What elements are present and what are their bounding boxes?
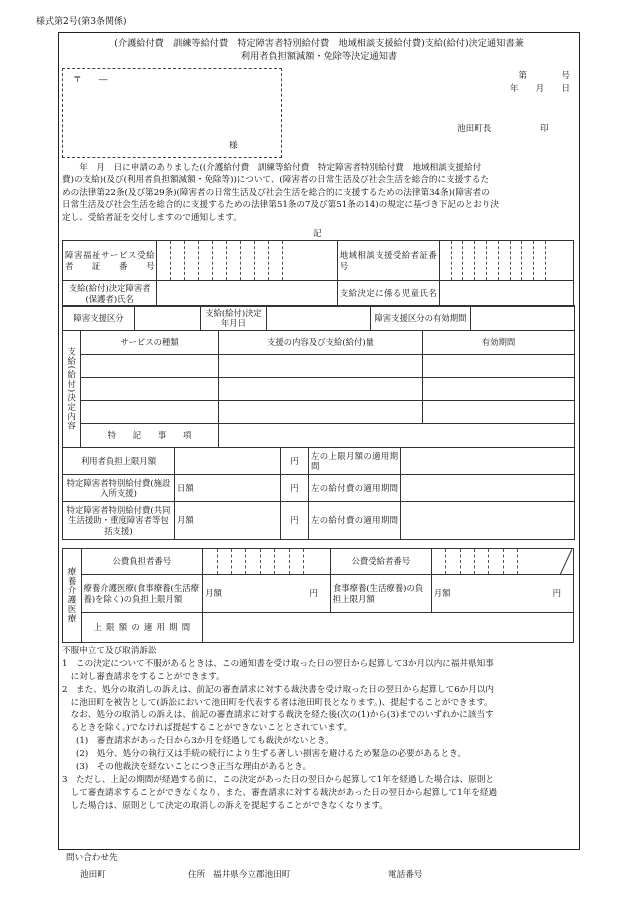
medical-care-label: 療養介護医療 [63,549,82,643]
intro-line: 日常生活及び社会生活を総合的に支援するための法律第51条の7及び第51条の14)の規定に基づき下記のとおり決 [62,200,499,211]
diagonal-slash-mark [518,549,572,575]
benefit-period-field[interactable] [401,502,575,540]
appeal-item: (1) 審査請求があった日から3か月を経過しても裁決がないとき。 [76,736,334,747]
issue-date: 年 月 日 [509,84,570,94]
validity-cell[interactable] [423,401,575,424]
yen-unit: 円 [281,475,309,502]
copay-table [62,447,575,540]
seal-mark: 印 [540,124,549,134]
svc-number-digit[interactable] [269,241,283,281]
intro-line: 定し、受給者証を交付しますので通知します。 [62,212,242,223]
consult-recipient-number-label: 地域相談支援受給者証番号 [337,241,439,281]
svc-number-digit[interactable] [157,241,171,281]
service-type-cell[interactable] [81,378,219,401]
appeal-heading: 不服申立て及び取消訴訟 [62,646,157,656]
copay-period-label: 左の上限月額の適用期間 [309,448,401,475]
guardian-name-label: 支給(給付)決定障害者(保護者)氏名 [63,281,157,307]
yen-unit: 円 [281,502,309,540]
appeal-line: 3 ただし、上記の期間が経過する前に、この決定があった日の翌日から起算して1年を経過した場合は、原則と [62,774,494,785]
payer-number-digit[interactable] [260,549,274,575]
support-content-cell[interactable] [219,401,423,424]
postal-mark: 〒 ― [73,75,108,85]
child-name-label: 支給決定に係る児童氏名 [337,281,439,307]
limit-period-field[interactable] [203,613,574,643]
special-notes-field[interactable] [219,424,575,448]
consult-number-digit[interactable] [439,241,451,281]
monthly-label: 月額 [177,515,194,526]
benefit-period-label: 左の給付費の適用期間 [309,502,401,540]
monthly-label: 月額 [205,588,222,599]
svc-number-digit[interactable] [255,241,269,281]
daily-label: 日額 [177,482,194,493]
payer-number-digit[interactable] [275,549,289,575]
consult-number-digit[interactable] [534,241,546,281]
intro-line: 年 月 日に申請のありました((介護給付費 訓練等給付費 特定障害者特別給付費 地域相談支援給付 [62,163,482,173]
contact-heading: 問い合わせ先 [66,853,118,863]
appeal-line: 2 また、処分の取消しの訴えは、前記の審査請求に対する裁決書を受け取った日の翌日から起算して6か月以内 [62,684,495,695]
svc-recipient-number-label: 障害福祉サービス受給者証番号 [63,241,157,281]
payer-number-digit[interactable] [203,549,217,575]
validity-cell[interactable] [423,378,575,401]
ki-mark: 記 [313,229,322,239]
copay-limit-label: 利用者負担上限月額 [63,448,175,475]
class-table [62,305,575,331]
appeal-line: に対し審査請求をすることができます。 [62,671,225,682]
consult-number-digit[interactable] [498,241,510,281]
recipient-number-digit[interactable] [446,549,460,575]
payer-number-digit[interactable] [304,549,331,575]
payer-number-label: 公費負担者番号 [81,549,203,575]
copay-limit-field[interactable] [175,448,281,475]
document-title: (介護給付費 訓練等給付費 特定障害者特別給付費 地域相談支援給付費)支給(給付)決定通知書兼 [114,38,524,49]
decision-date-label: 支給(給付)決定年月日 [201,306,267,331]
monthly-amount-field[interactable] [175,502,281,540]
service-type-cell[interactable] [81,401,219,424]
yen-unit: 円 [309,588,318,598]
yen-unit: 円 [552,588,561,598]
recipient-number-label: 公費受給者番号 [330,549,431,575]
validity-cell[interactable] [423,355,575,378]
daily-amount-field[interactable] [175,475,281,502]
svc-number-digit[interactable] [171,241,185,281]
service-type-cell[interactable] [81,355,219,378]
contact-address: 福井県今立郡池田町 [213,870,291,880]
issuer-name: 池田町長 [457,124,492,134]
svc-number-digit[interactable] [199,241,213,281]
svc-number-digit[interactable] [283,241,338,281]
class-validity-field[interactable] [471,306,575,331]
benefit-period-field[interactable] [401,475,575,502]
document-subtitle: 利用者負担額減額・免除等決定通知書 [240,51,398,62]
special-benefit-facility-label: 特定障害者特別給付費(施設入所支援) [63,475,175,502]
consult-number-digit[interactable] [510,241,522,281]
intro-paragraph [62,162,574,224]
appeal-section [62,645,574,813]
form-number-label: 様式第2号(第3条関係) [36,17,127,27]
svc-number-digit[interactable] [241,241,255,281]
consult-number-digit[interactable] [522,241,534,281]
appeal-line: 1 この決定について不服があるときは、この通知書を受け取った日の翌日から起算して3か月以内に福井県知事 [62,658,494,669]
medical-limit-label: 療養介護医療(食事療養(生活療養)を除く)の負担上限月額 [81,575,203,613]
appeal-line: した場合は、原則として決定の取消しの訴えを提起することができなくなります。 [62,800,388,811]
appeal-line: なお、処分の取消しの訴えは、前記の審査請求に対する裁決を経た後(次の(1)から(3)までのいずれかに該当す [62,710,494,721]
svc-number-digit[interactable] [185,241,199,281]
food-limit-field[interactable] [431,575,573,613]
support-content-cell[interactable] [219,378,423,401]
decision-date-field[interactable] [267,306,371,331]
col-validity: 有効期間 [423,331,575,355]
consult-number-digit[interactable] [486,241,498,281]
medical-limit-field[interactable] [203,575,331,613]
intro-line: 費)の支給)(及び(利用者負担額減額・免除等))について、(障害者の日常生活及び社会生活を総合的に支援するた [62,175,490,186]
appeal-line: して審査請求することができなくなり、また、審査請求に対する裁決があった日の翌日から起算して1年を経過 [62,787,498,798]
recipient-number-digit[interactable] [431,549,445,575]
consult-number-digit[interactable] [475,241,487,281]
special-notes-label: 特 記 事 項 [81,424,219,448]
disability-class-field[interactable] [135,306,201,331]
medical-care-table [62,548,574,643]
intro-line: めの法律第22条(及び第29条)(障害者の日常生活及び社会生活を総合的に支援するための法律第34条)(障害者の [62,187,490,198]
contact-phone-label: 電話番号 [388,870,423,880]
yen-unit: 円 [281,448,309,475]
guardian-name-field[interactable] [157,281,337,307]
honorific-sama: 様 [229,141,238,151]
recipient-number-digit[interactable] [475,549,489,575]
class-validity-label: 障害支援区分の有効期間 [371,306,471,331]
address-box[interactable] [62,68,282,158]
service-table [62,330,575,448]
appeal-item: (3) その他裁決を経ないことにつき正当な理由があるとき。 [76,762,312,773]
col-service-type: サービスの種類 [81,331,219,355]
support-content-cell[interactable] [219,355,423,378]
appeal-line: るときを除く。)でなければ提起することができないこととされています。 [62,723,353,734]
appeal-line: に池田町を被告として(訴訟において池田町を代表する者は池田町長となります。)、提起することができます。 [62,697,493,708]
consult-number-digit[interactable] [451,241,463,281]
benefit-period-label: 左の給付費の適用期間 [309,475,401,502]
monthly-label: 月額 [433,588,451,599]
col-support-content: 支援の内容及び支給(給付)量 [219,331,423,355]
svc-number-digit[interactable] [213,241,227,281]
recipient-number-digit[interactable] [460,549,474,575]
payer-number-digit[interactable] [289,549,303,575]
document-number: 第 号 [518,71,570,81]
appeal-item: (2) 処分、処分の執行又は手続の続行により生ずる著しい損害を避けるため緊急の必要があるとき。 [76,749,466,760]
consult-number-digit[interactable] [463,241,475,281]
recipient-number-digit[interactable] [503,549,517,575]
payer-number-digit[interactable] [246,549,260,575]
recipient-number-digit[interactable] [489,549,503,575]
special-benefit-group-label: 特定障害者特別給付費(共同生活援助・重度障害者等包括支援) [63,502,175,540]
decision-table [62,240,574,307]
child-name-field[interactable] [439,281,573,307]
decision-content-label: 支給(給付)決定内容 [63,331,81,448]
svc-number-digit[interactable] [227,241,241,281]
payer-number-digit[interactable] [217,549,231,575]
contact-address-label: 住所 [188,870,206,880]
diagonal-slash-cell [518,549,574,575]
payer-number-digit[interactable] [231,549,245,575]
copay-period-field[interactable] [401,448,575,475]
food-limit-label: 食事療養(生活療養)の負担上限月額 [330,575,431,613]
contact-org: 池田町 [80,870,106,880]
limit-period-label: 上限額の適用期間 [81,613,203,643]
consult-number-digit[interactable] [545,241,573,281]
disability-class-label: 障害支援区分 [63,306,135,331]
